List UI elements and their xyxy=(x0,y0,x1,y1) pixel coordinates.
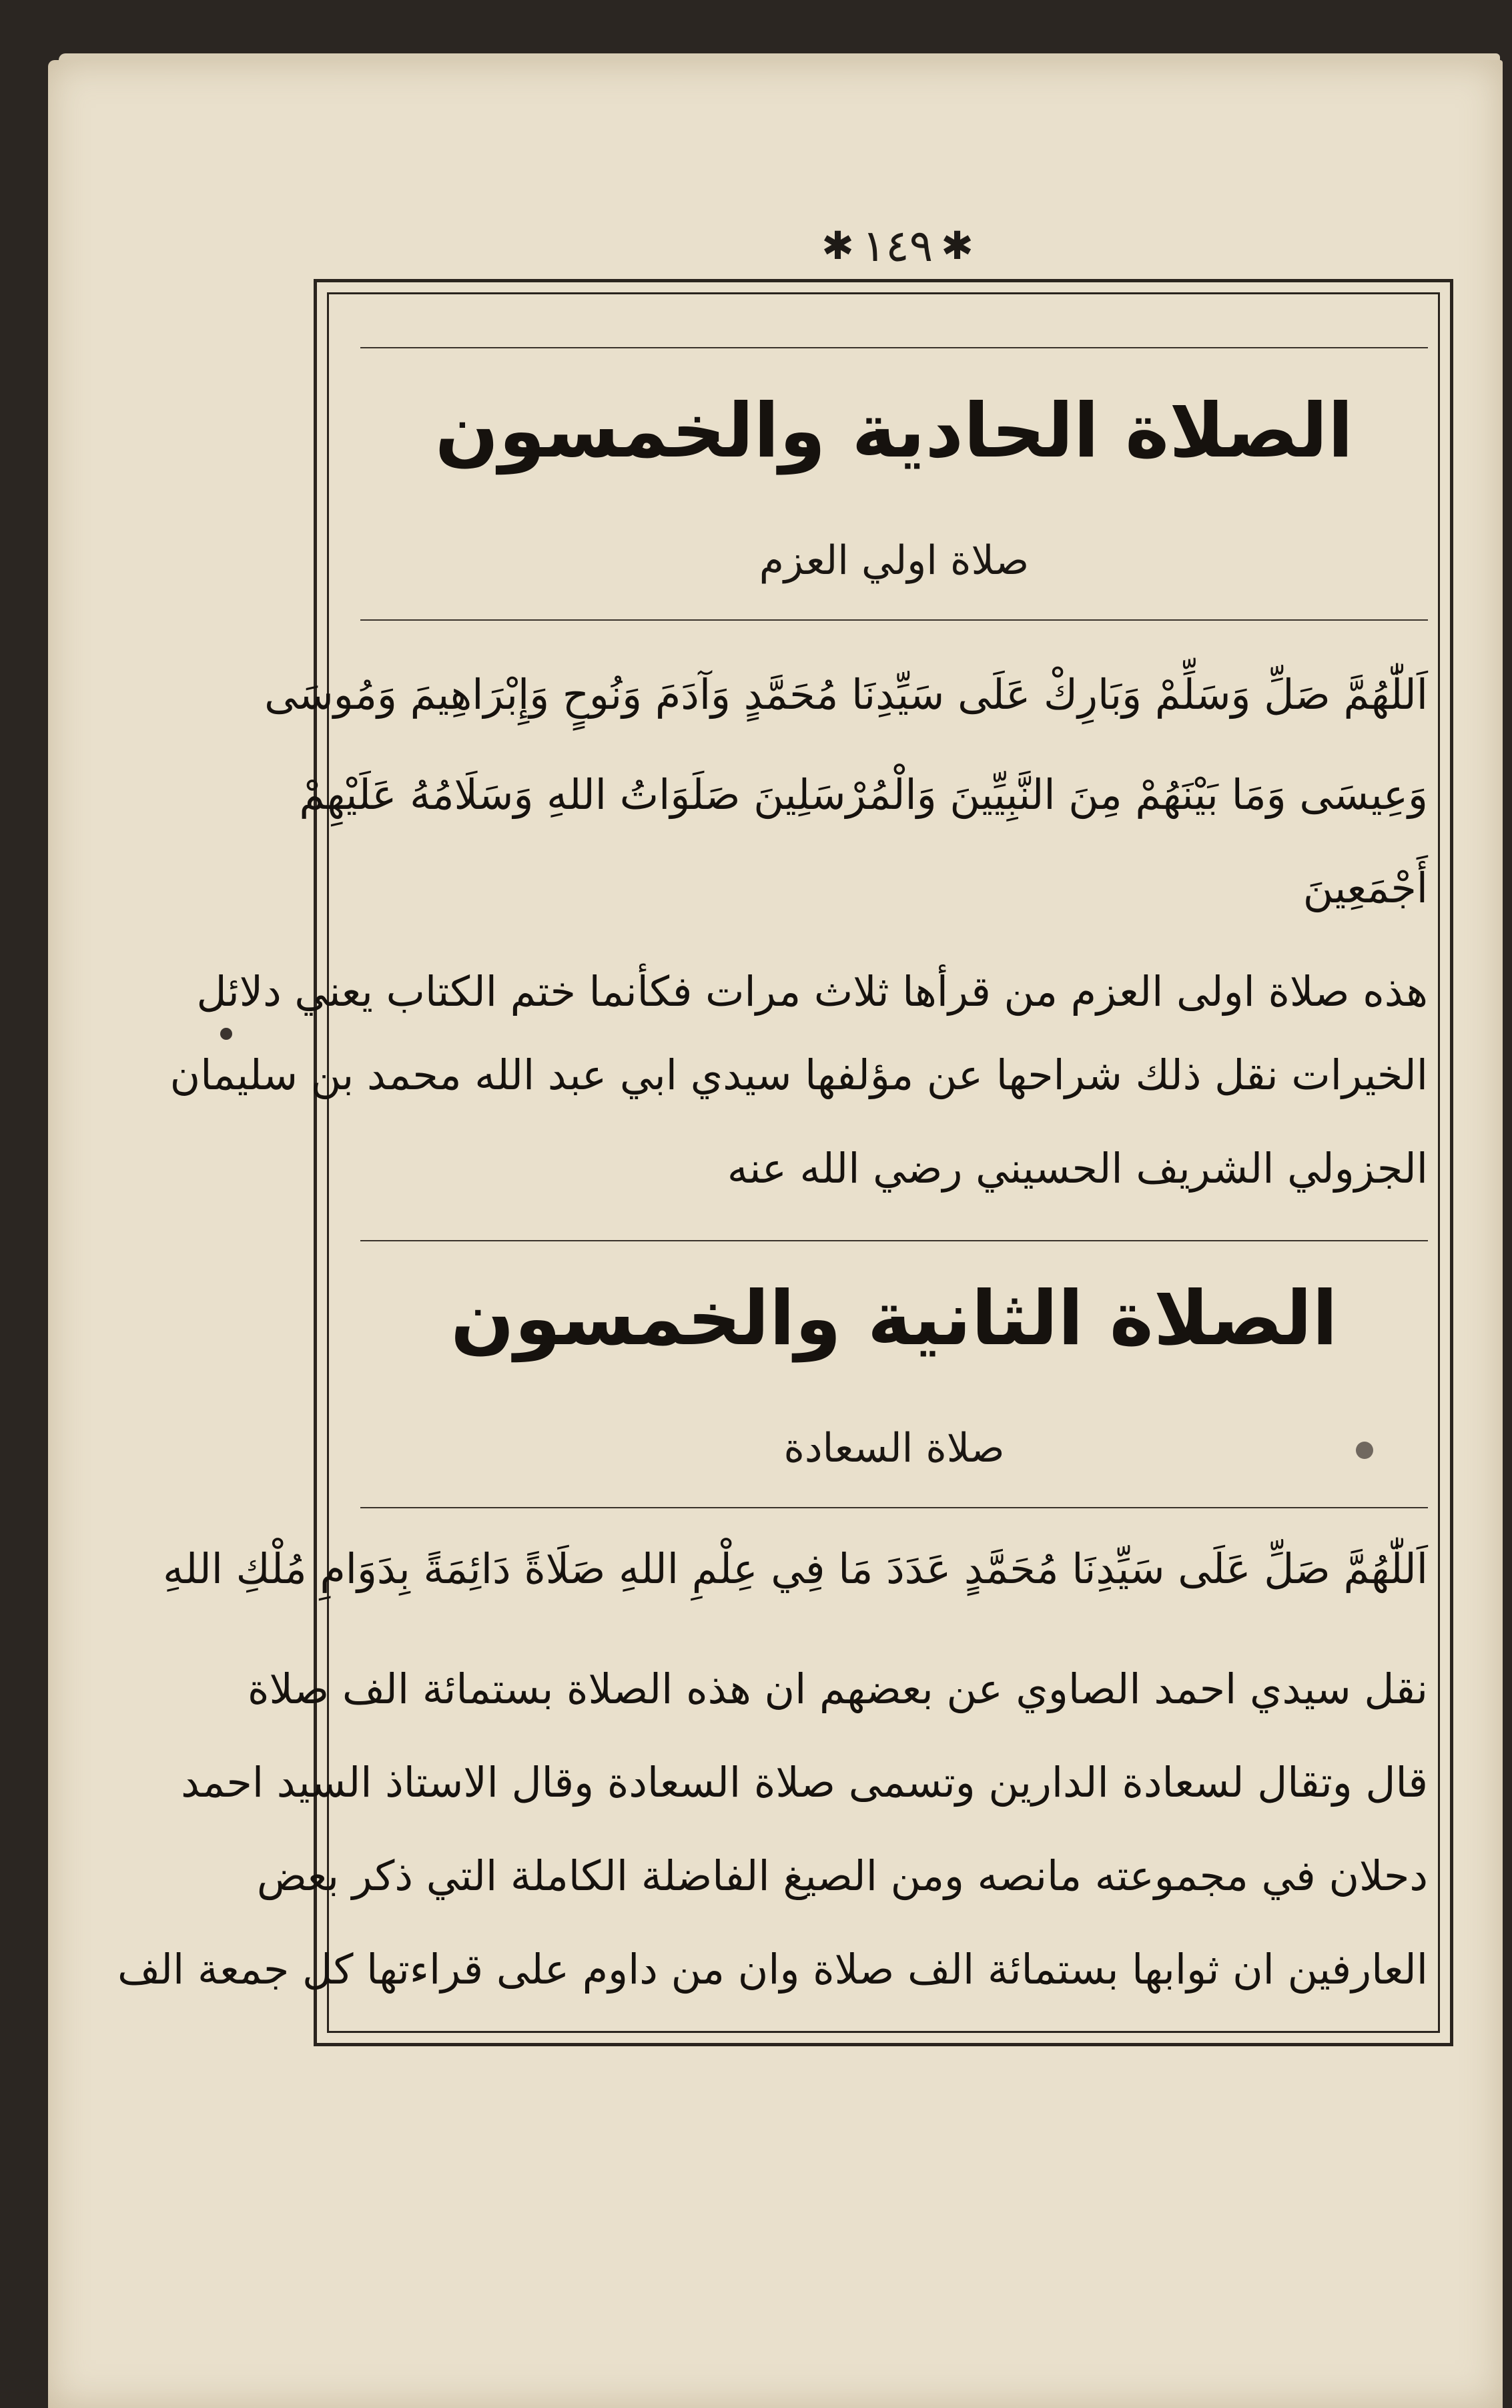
divider xyxy=(360,1240,1428,1241)
prayer-line: اَللّٰهُمَّ صَلِّ عَلَى سَيِّدِنَا مُحَمَّدٍ عَدَدَ مَا فِي عِلْمِ اللهِ صَلَاةً دَائِمَةً بِدَوَامِ مُلْكِ اللهِ xyxy=(163,1544,1428,1593)
note-line: قال وتقال لسعادة الدارين وتسمى صلاة السعادة وقال الاستاذ السيد احمد xyxy=(181,1758,1428,1807)
section-subtitle: صلاة السعادة xyxy=(783,1425,1005,1472)
section-title: الصلاة الثانية والخمسون xyxy=(450,1275,1338,1362)
prayer-line: أَجْمَعِينَ xyxy=(1302,864,1428,912)
page-number-text: ١٤٩ xyxy=(861,220,933,272)
note-line: الجزولي الشريف الحسيني رضي الله عنه xyxy=(727,1144,1428,1193)
ink-spot xyxy=(1356,1442,1373,1459)
note-line: دحلان في مجموعته مانصه ومن الصيغ الفاضلة الكاملة التي ذكر بعض xyxy=(256,1851,1428,1900)
divider xyxy=(360,1507,1428,1508)
page-number xyxy=(787,212,1008,279)
section-title: الصلاة الحادية والخمسون xyxy=(434,388,1354,475)
note-line: العارفين ان ثوابها بستمائة الف صلاة وان من داوم على قراءتها كل جمعة الف xyxy=(117,1945,1428,1994)
divider xyxy=(360,347,1428,348)
section-subtitle: صلاة اولي العزم xyxy=(759,537,1030,584)
ornament-star-icon: ✱ xyxy=(941,223,974,268)
ink-spot xyxy=(220,1028,232,1040)
note-line: نقل سيدي احمد الصاوي عن بعضهم ان هذه الصلاة بستمائة الف صلاة xyxy=(248,1665,1428,1713)
prayer-line: اَللّٰهُمَّ صَلِّ وَسَلِّمْ وَبَارِكْ عَلَى سَيِّدِنَا مُحَمَّدٍ وَآدَمَ وَنُوحٍ وَإِبْرَاهِيمَ وَمُوسَى xyxy=(264,670,1428,719)
prayer-line: وَعِيسَى وَمَا بَيْنَهُمْ مِنَ النَّبِيِّينَ وَالْمُرْسَلِينَ صَلَوَاتُ اللهِ وَسَلَامُهُ عَلَيْهِمْ xyxy=(299,770,1428,819)
ornament-star-icon: ✱ xyxy=(821,223,854,268)
divider xyxy=(360,619,1428,621)
note-line: الخيرات نقل ذلك شراحها عن مؤلفها سيدي ابي عبد الله محمد بن سليمان xyxy=(169,1050,1428,1099)
note-line: هذه صلاة اولى العزم من قرأها ثلاث مرات فكأنما ختم الكتاب يعني دلائل xyxy=(196,967,1428,1016)
